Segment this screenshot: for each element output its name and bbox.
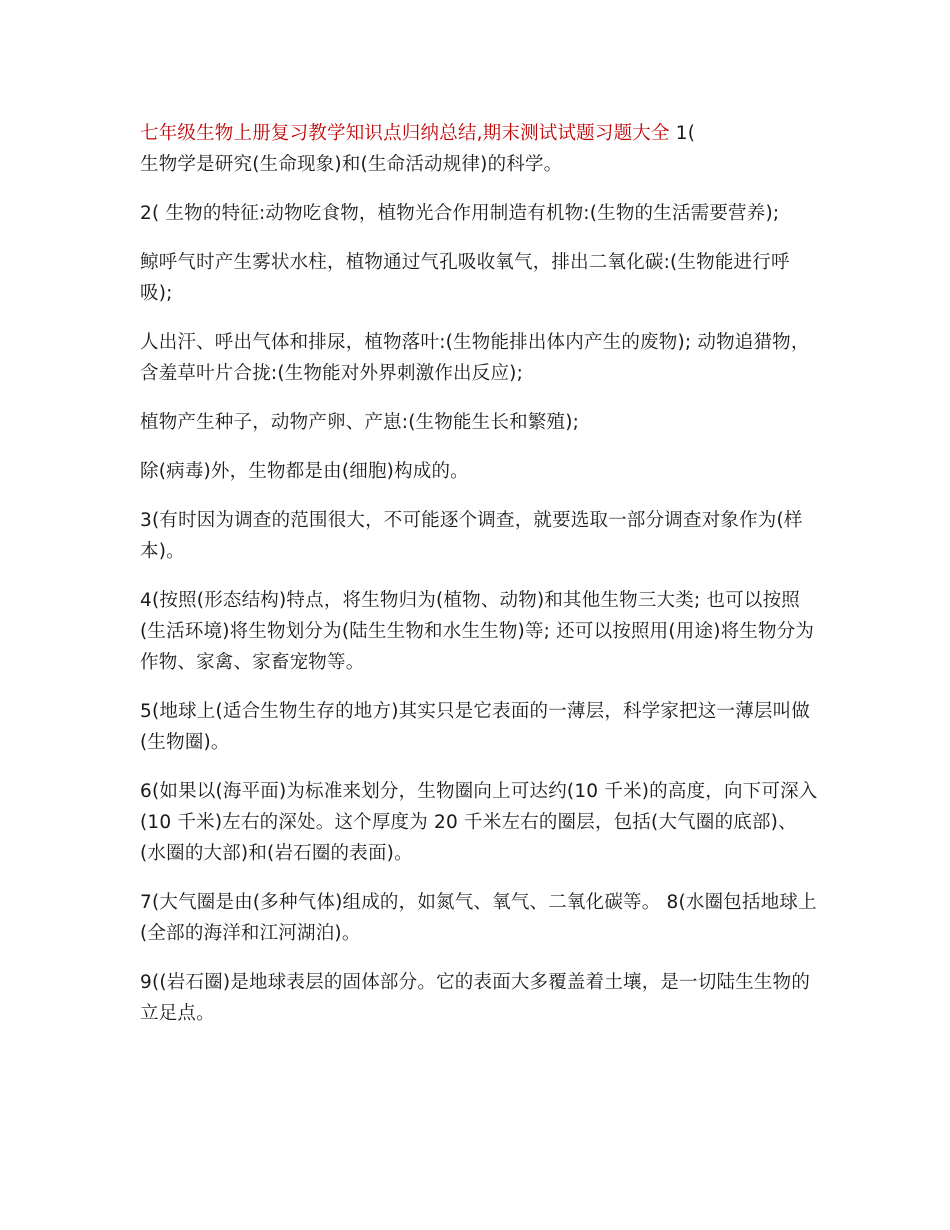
paragraph-respiration: 鲸呼气时产生雾状水柱，植物通过气孔吸收氧气，排出二氧化碳:(生物能进行呼吸); — [140, 252, 790, 304]
paragraph-2: 2( 生物的特征:动物吃食物，植物光合作用制造有机物:(生物的生活需要营养); — [140, 203, 780, 224]
paragraph-1-text: 1( 生物学是研究(生命现象)和(生命活动规律)的科学。 — [140, 123, 696, 175]
paragraph-excretion: 人出汗、呼出气体和排尿，植物落叶:(生物能排出体内产生的废物); 动物追猎物，含羞草叶片合拢:(生物能对外界刺激作出反应); — [140, 332, 810, 384]
paragraph-4: 4(按照(形态结构)特点，将生物归为(植物、动物)和其他生物三大类; 也可以按照(生活环境)将生物划分为(陆生生物和水生生物)等; 还可以按照用(用途)将生物分为作物、家禽、家畜宠物等。 — [140, 590, 815, 673]
paragraph-6: 6(如果以(海平面)为标准来划分，生物圈向上可达约(10 千米)的高度，向下可深入(10 千米)左右的深处。这个厚度为 20 千米左右的圈层，包括(大气圈的底部)、(水圈的大部)和(岩石圈的表面)。 — [140, 781, 818, 864]
paragraph-intro — [140, 118, 820, 180]
paragraph-7-8: 7(大气圈是由(多种气体)组成的，如氮气、氧气、二氧化碳等。 8(水圈包括地球上(全部的海洋和江河湖泊)。 — [140, 892, 817, 944]
paragraph-9: 9((岩石圈)是地球表层的固体部分。它的表面大多覆盖着土壤，是一切陆生生物的立足点。 — [140, 972, 811, 1024]
document-title: 七年级生物上册复习教学知识点归纳总结,期末测试试题习题大全 — [140, 123, 670, 144]
paragraph-5: 5(地球上(适合生物生存的地方)其实只是它表面的一薄层，科学家把这一薄层叫做(生物圈)。 — [140, 701, 811, 753]
paragraph-cells: 除(病毒)外，生物都是由(细胞)构成的。 — [140, 461, 469, 482]
paragraph-reproduction: 植物产生种子，动物产卵、产崽:(生物能生长和繁殖); — [140, 412, 580, 433]
document-page — [140, 118, 820, 1047]
paragraph-3: 3(有时因为调查的范围很大，不可能逐个调查，就要选取一部分调查对象作为(样本)。 — [140, 510, 803, 562]
